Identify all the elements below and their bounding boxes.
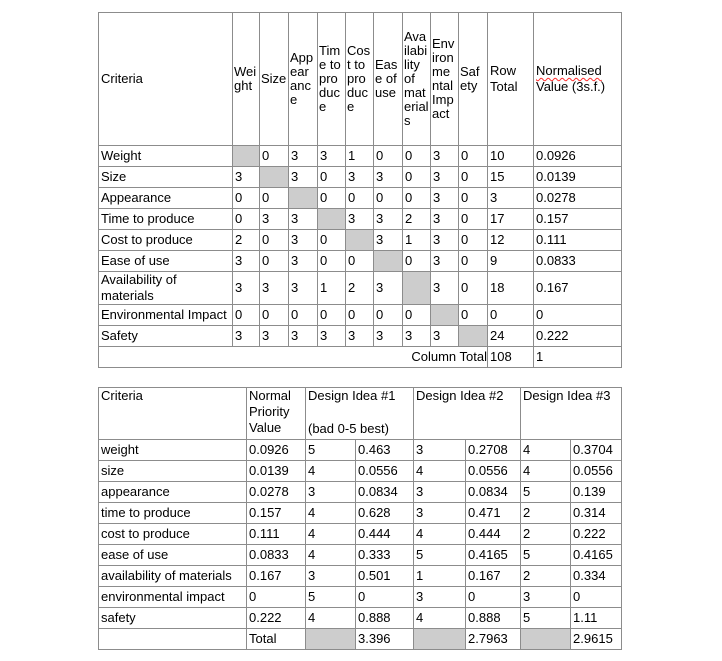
design1-title: Design Idea #1 (308, 388, 396, 403)
score-cell: 4 (521, 461, 571, 482)
row-total-cell: 12 (488, 230, 534, 251)
score-cell: 1 (414, 566, 466, 587)
weighted-value-cell: 0 (466, 587, 521, 608)
weighted-value-cell: 0 (571, 587, 622, 608)
score-cell: 2 (521, 524, 571, 545)
matrix-cell: 0 (459, 167, 488, 188)
matrix-cell: 0 (459, 146, 488, 167)
normalised-value-cell: 0.0278 (534, 188, 622, 209)
matrix-cell: 3 (374, 326, 403, 347)
weighted-value-cell: 0.3704 (571, 440, 622, 461)
matrix-cell: 0 (289, 305, 318, 326)
row-total-cell: 15 (488, 167, 534, 188)
pairwise-col-header-safety: Safety (459, 13, 488, 146)
matrix-cell: 2 (346, 272, 374, 305)
weighted-value-cell: 0.0556 (466, 461, 521, 482)
pairwise-row (99, 188, 622, 209)
matrix-cell: 2 (403, 209, 431, 230)
weighted-value-cell: 0.0834 (356, 482, 414, 503)
weighted-value-cell: 0 (356, 587, 414, 608)
weighted-value-cell: 0.471 (466, 503, 521, 524)
matrix-cell: 3 (233, 167, 260, 188)
weighted-value-cell: 0.4165 (571, 545, 622, 566)
weighted-value-cell: 0.333 (356, 545, 414, 566)
pairwise-row-label: Size (99, 167, 233, 188)
pairwise-row (99, 272, 622, 305)
matrix-cell: 1 (318, 272, 346, 305)
pairwise-col-header-size: Size (260, 13, 289, 146)
matrix-cell: 0 (459, 305, 488, 326)
normalised-value-cell: 0.0926 (534, 146, 622, 167)
matrix-cell: 0 (403, 305, 431, 326)
matrix-cell: 3 (260, 272, 289, 305)
decision-design1-header (306, 388, 414, 440)
normalised-total-value: 1 (534, 347, 622, 368)
normalised-value-cell: 0.0833 (534, 251, 622, 272)
pairwise-col-header-availability-of-materials: Availability of materials (403, 13, 431, 146)
weighted-value-cell: 0.888 (466, 608, 521, 629)
empty-cell (99, 629, 247, 650)
normalised-value-cell: 0.0139 (534, 167, 622, 188)
decision-row-label: ease of use (99, 545, 247, 566)
decision-header-row (99, 388, 622, 440)
matrix-cell: 0 (459, 230, 488, 251)
decision-row (99, 503, 622, 524)
pairwise-header-row (99, 13, 622, 146)
row-total-cell: 17 (488, 209, 534, 230)
weighted-value-cell: 1.11 (571, 608, 622, 629)
pairwise-col-header-appearance: Appearance (289, 13, 318, 146)
pairwise-row-label: Environmental Impact (99, 305, 233, 326)
matrix-cell: 0 (233, 209, 260, 230)
diagonal-cell (431, 305, 459, 326)
score-cell: 5 (521, 608, 571, 629)
pairwise-row-label: Time to produce (99, 209, 233, 230)
matrix-cell: 3 (431, 272, 459, 305)
weighted-value-cell: 0.0834 (466, 482, 521, 503)
matrix-cell: 1 (403, 230, 431, 251)
matrix-cell: 3 (374, 167, 403, 188)
blank-diagonal-cell (414, 629, 466, 650)
score-cell: 5 (306, 587, 356, 608)
weighted-value-cell: 0.139 (571, 482, 622, 503)
pairwise-row (99, 251, 622, 272)
matrix-cell: 1 (346, 146, 374, 167)
score-cell: 4 (306, 545, 356, 566)
score-cell: 4 (306, 461, 356, 482)
matrix-cell: 3 (431, 146, 459, 167)
row-total-cell: 0 (488, 305, 534, 326)
matrix-cell: 0 (318, 188, 346, 209)
normalised-value-cell: 0.222 (534, 326, 622, 347)
matrix-cell: 0 (374, 146, 403, 167)
row-total-cell: 18 (488, 272, 534, 305)
pairwise-criteria-header: Criteria (99, 13, 233, 146)
normalised-value-cell: 0.167 (534, 272, 622, 305)
matrix-cell: 0 (403, 251, 431, 272)
matrix-cell: 3 (233, 326, 260, 347)
decision-row (99, 440, 622, 461)
pairwise-col-header-cost-to-produce: Cost to produce (346, 13, 374, 146)
score-cell: 5 (306, 440, 356, 461)
weighted-value-cell: 0.167 (466, 566, 521, 587)
diagonal-cell (318, 209, 346, 230)
diagonal-cell (346, 230, 374, 251)
score-cell: 3 (414, 440, 466, 461)
weighted-value-cell: 0.2708 (466, 440, 521, 461)
diagonal-cell (289, 188, 318, 209)
pairwise-row (99, 209, 622, 230)
matrix-cell: 0 (260, 230, 289, 251)
pairwise-footer-row (99, 347, 622, 368)
matrix-cell: 3 (260, 209, 289, 230)
matrix-cell: 3 (318, 326, 346, 347)
decision-row-label: availability of materials (99, 566, 247, 587)
weighted-value-cell: 0.4165 (466, 545, 521, 566)
decision-row (99, 482, 622, 503)
matrix-cell: 0 (260, 146, 289, 167)
matrix-cell: 3 (289, 230, 318, 251)
matrix-cell: 3 (260, 326, 289, 347)
weighted-value-cell: 0.444 (466, 524, 521, 545)
matrix-cell: 3 (431, 167, 459, 188)
decision-row-label: safety (99, 608, 247, 629)
weighted-value-cell: 0.334 (571, 566, 622, 587)
matrix-cell: 3 (346, 167, 374, 188)
matrix-cell: 0 (459, 251, 488, 272)
matrix-cell: 0 (318, 305, 346, 326)
matrix-cell: 0 (318, 230, 346, 251)
decision-row (99, 461, 622, 482)
normalised-value-cell: 0.157 (534, 209, 622, 230)
matrix-cell: 3 (289, 146, 318, 167)
weighted-value-cell: 0.222 (571, 524, 622, 545)
score-cell: 4 (521, 440, 571, 461)
matrix-cell: 0 (346, 305, 374, 326)
score-cell: 4 (414, 461, 466, 482)
matrix-cell: 3 (374, 230, 403, 251)
pairwise-col-header-weight: Weight (233, 13, 260, 146)
score-cell: 3 (414, 482, 466, 503)
decision-row-label: time to produce (99, 503, 247, 524)
normalised-value-units: Value (3s.f.) (536, 79, 606, 94)
decision-npv-header: Normal Priority Value (247, 388, 306, 440)
score-cell: 4 (306, 503, 356, 524)
priority-value-cell: 0.0833 (247, 545, 306, 566)
pairwise-row-total-header: Row Total (488, 13, 534, 146)
score-cell: 3 (414, 587, 466, 608)
decision-matrix-table (98, 387, 622, 650)
score-cell: 5 (414, 545, 466, 566)
pairwise-normalised-header (534, 13, 622, 146)
decision-row (99, 545, 622, 566)
matrix-cell: 3 (431, 251, 459, 272)
decision-row (99, 524, 622, 545)
priority-value-cell: 0.167 (247, 566, 306, 587)
pairwise-col-header-time-to-produce: Time to produce (318, 13, 346, 146)
matrix-cell: 3 (289, 251, 318, 272)
matrix-cell: 0 (459, 272, 488, 305)
pairwise-row-label: Availability of materials (99, 272, 233, 305)
matrix-cell: 0 (374, 188, 403, 209)
column-total-label: Column Total (99, 347, 488, 368)
matrix-cell: 3 (346, 326, 374, 347)
pairwise-comparison-table (98, 12, 622, 368)
matrix-cell: 3 (346, 209, 374, 230)
score-cell: 4 (306, 524, 356, 545)
matrix-cell: 3 (431, 326, 459, 347)
matrix-cell: 0 (459, 209, 488, 230)
score-cell: 4 (414, 608, 466, 629)
matrix-cell: 0 (403, 146, 431, 167)
weighted-value-cell: 0.314 (571, 503, 622, 524)
pairwise-row (99, 326, 622, 347)
pairwise-row-label: Safety (99, 326, 233, 347)
pairwise-col-header-environmental-impact: Environmental Impact (431, 13, 459, 146)
pairwise-row-label: Weight (99, 146, 233, 167)
matrix-cell: 3 (289, 272, 318, 305)
design-total-cell: 2.7963 (466, 629, 521, 650)
matrix-cell: 0 (403, 188, 431, 209)
weighted-value-cell: 0.888 (356, 608, 414, 629)
decision-design2-header: Design Idea #2 (414, 388, 521, 440)
weighted-value-cell: 0.628 (356, 503, 414, 524)
decision-footer-row (99, 629, 622, 650)
row-total-cell: 24 (488, 326, 534, 347)
decision-row-label: cost to produce (99, 524, 247, 545)
pairwise-col-header-ease-of-use: Ease of use (374, 13, 403, 146)
matrix-cell: 3 (374, 272, 403, 305)
weighted-value-cell: 0.444 (356, 524, 414, 545)
decision-row-label: appearance (99, 482, 247, 503)
priority-value-cell: 0.222 (247, 608, 306, 629)
matrix-cell: 0 (459, 188, 488, 209)
matrix-cell: 0 (318, 167, 346, 188)
decision-row (99, 608, 622, 629)
matrix-cell: 2 (233, 230, 260, 251)
weighted-value-cell: 0.0556 (356, 461, 414, 482)
matrix-cell: 3 (289, 167, 318, 188)
score-cell: 4 (414, 524, 466, 545)
matrix-cell: 0 (346, 188, 374, 209)
matrix-cell: 3 (431, 209, 459, 230)
matrix-cell: 3 (289, 326, 318, 347)
matrix-cell: 3 (233, 272, 260, 305)
diagonal-cell (403, 272, 431, 305)
weighted-value-cell: 0.0556 (571, 461, 622, 482)
matrix-cell: 3 (289, 209, 318, 230)
matrix-cell: 0 (260, 305, 289, 326)
matrix-cell: 0 (318, 251, 346, 272)
decision-row-label: environmental impact (99, 587, 247, 608)
diagonal-cell (260, 167, 289, 188)
decision-row (99, 566, 622, 587)
normalised-word: Normalised (536, 63, 602, 78)
blank-diagonal-cell (521, 629, 571, 650)
matrix-cell: 3 (233, 251, 260, 272)
priority-value-cell: 0.111 (247, 524, 306, 545)
pairwise-row-label: Ease of use (99, 251, 233, 272)
blank-diagonal-cell (306, 629, 356, 650)
pairwise-row-label: Cost to produce (99, 230, 233, 251)
normalised-value-cell: 0.111 (534, 230, 622, 251)
matrix-cell: 0 (374, 305, 403, 326)
score-cell: 3 (414, 503, 466, 524)
weighted-value-cell: 0.463 (356, 440, 414, 461)
score-cell: 2 (521, 566, 571, 587)
score-cell: 4 (306, 608, 356, 629)
matrix-cell: 0 (403, 167, 431, 188)
matrix-cell: 0 (233, 188, 260, 209)
pairwise-row (99, 305, 622, 326)
matrix-cell: 3 (431, 188, 459, 209)
pairwise-row-label: Appearance (99, 188, 233, 209)
priority-value-cell: 0.0926 (247, 440, 306, 461)
priority-value-cell: 0.0139 (247, 461, 306, 482)
matrix-cell: 3 (374, 209, 403, 230)
decision-criteria-header: Criteria (99, 388, 247, 440)
row-total-cell: 10 (488, 146, 534, 167)
design-total-cell: 2.9615 (571, 629, 622, 650)
design-total-cell: 3.396 (356, 629, 414, 650)
matrix-cell: 3 (403, 326, 431, 347)
decision-row (99, 587, 622, 608)
normalised-value-cell: 0 (534, 305, 622, 326)
pairwise-row (99, 146, 622, 167)
diagonal-cell (374, 251, 403, 272)
decision-row-label: size (99, 461, 247, 482)
matrix-cell: 0 (260, 188, 289, 209)
matrix-cell: 0 (260, 251, 289, 272)
score-cell: 3 (306, 482, 356, 503)
design-scale-note: (bad 0-5 best) (308, 421, 389, 436)
priority-value-cell: 0.157 (247, 503, 306, 524)
score-cell: 5 (521, 545, 571, 566)
column-total-value: 108 (488, 347, 534, 368)
pairwise-row (99, 230, 622, 251)
total-label: Total (247, 629, 306, 650)
score-cell: 5 (521, 482, 571, 503)
matrix-cell: 0 (233, 305, 260, 326)
score-cell: 3 (306, 566, 356, 587)
matrix-cell: 3 (431, 230, 459, 251)
decision-design3-header: Design Idea #3 (521, 388, 622, 440)
priority-value-cell: 0 (247, 587, 306, 608)
decision-row-label: weight (99, 440, 247, 461)
diagonal-cell (459, 326, 488, 347)
priority-value-cell: 0.0278 (247, 482, 306, 503)
diagonal-cell (233, 146, 260, 167)
weighted-value-cell: 0.501 (356, 566, 414, 587)
score-cell: 2 (521, 503, 571, 524)
row-total-cell: 9 (488, 251, 534, 272)
pairwise-row (99, 167, 622, 188)
matrix-cell: 3 (318, 146, 346, 167)
score-cell: 3 (521, 587, 571, 608)
row-total-cell: 3 (488, 188, 534, 209)
matrix-cell: 0 (346, 251, 374, 272)
